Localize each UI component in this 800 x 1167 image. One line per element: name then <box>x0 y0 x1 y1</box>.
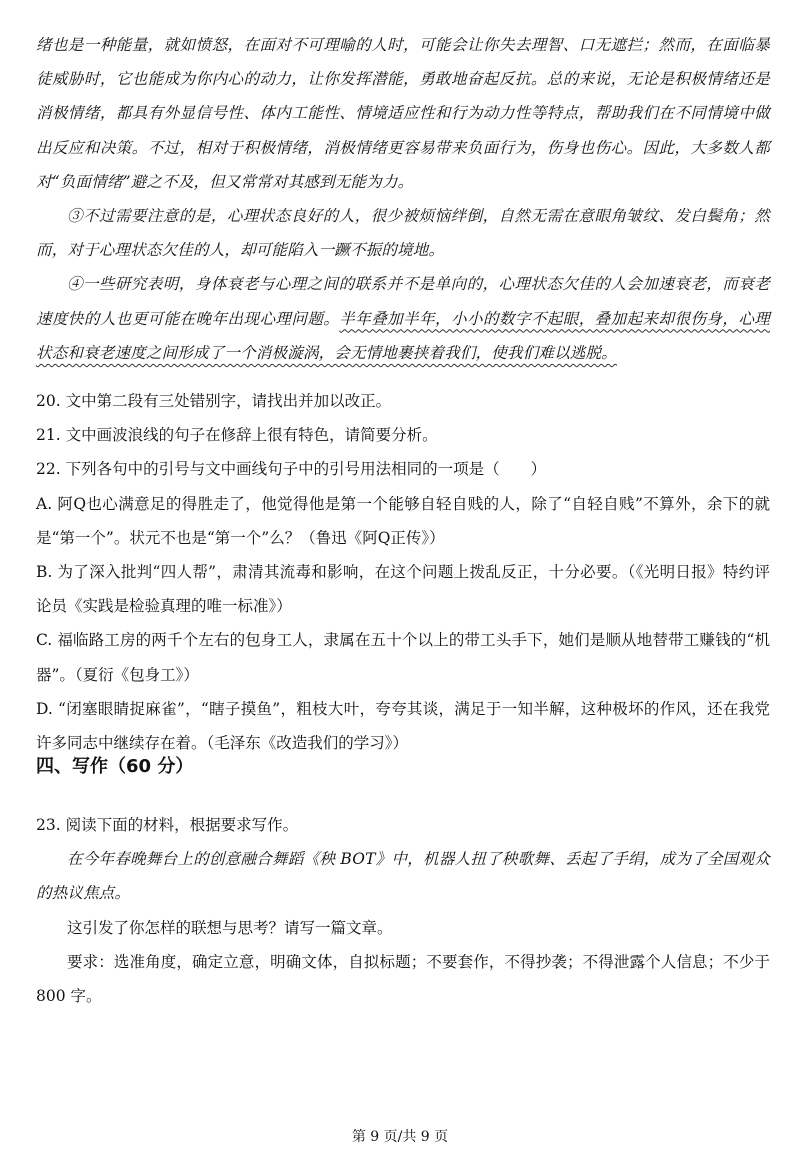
writing-requirements: 要求：选准角度，确定立意，明确文体，自拟标题；不要套作，不得抄袭；不得泄露个人信息；不少于 800 字。 <box>36 952 770 1006</box>
page-number: 第 9 页/共 9 页 <box>351 1129 449 1145</box>
passage-paragraph-3: ③不过需要注意的是，心理状态良好的人，很少被烦恼绊倒，自然无需在意眼角皱纹、发白鬓角；然而，对于心理状态欠佳的人，却可能陷入一蹶不振的境地。 <box>36 207 770 260</box>
passage-paragraph-4-text: ④一些研究表明，身体衰老与心理之间的联系并不是单向的，心理状态欠佳的人会加速衰老，而衰老速度快的人也更可能在晚年出现心理问题。 <box>36 275 770 328</box>
questions-section <box>36 384 770 760</box>
writing-material: 在今年春晚舞台上的创意融合舞蹈《秧 BOT》中，机器人扭了秧歌舞、丢起了手绢，成为了全国观众的热议焦点。 <box>36 850 770 903</box>
writing-prompt: 这引发了你怎样的联想与思考？请写一篇文章。 <box>67 918 393 937</box>
passage-paragraph-4 <box>36 267 770 370</box>
question-21: 21. 文中画波浪线的句子在修辞上很有特色，请简要分析。 <box>36 426 438 445</box>
option-b: B. 为了深入批判“四人帮”，肃清其流毒和影响，在这个问题上拨乱反正，十分必要。（《光明日报》特约评论员《实践是检验真理的唯一标准》） <box>36 563 770 616</box>
option-a: A. 阿Q也心满意足的得胜走了，他觉得他是第一个能够自轻自贱的人，除了“自轻自贱”不算外，余下的就是“第一个”。状元不也是“第一个”么？（鲁迅《阿Q正传》） <box>36 494 770 547</box>
passage-paragraph-continued: 绪也是一种能量，就如愤怒，在面对不可理喻的人时，可能会让你失去理智、口无遮拦；然而，在面临暴徒威胁时，它也能成为你内心的动力，让你发挥潜能，勇敢地奋起反抗。总的来说，无论是积极情绪还是消极情绪，都具有外显信号性、体内工能性、情境适应性和行为动力性等特点，帮助我们在不同情境中做出反应和决策。不过，相对于积极情绪，消极情绪更容易带来负面行为，伤身也伤心。因此，大多数人都对“负面情绪”避之不及，但又常常对其感到无能为力。 <box>36 36 770 191</box>
option-c: C. 福临路工房的两千个左右的包身工人，隶属在五十个以上的带工头手下，她们是顺从地替带工赚钱的“机器”。（夏衍《包身工》） <box>36 631 770 684</box>
question-22: 22. 下列各句中的引号与文中画线句子中的引号用法相同的一项是（ ） <box>36 460 547 479</box>
writing-section-heading: 四、写作（60 分） <box>36 756 194 777</box>
writing-section <box>36 808 770 1013</box>
question-20: 20. 文中第二段有三处错别字，请找出并加以改正。 <box>36 392 392 410</box>
reading-passage <box>36 28 770 370</box>
question-23: 23. 阅读下面的材料，根据要求写作。 <box>36 816 299 834</box>
wavy-underlined-sentence: 半年叠加半年，小小的数字不起眼，叠加起来却很伤身，心理状态和衰老速度之间形成了一个消极漩涡，会无情地裹挟着我们，使我们难以逃脱。 <box>36 309 770 362</box>
option-d: D. “闭塞眼睛捉麻雀”，“瞎子摸鱼”，粗枝大叶，夸夸其谈，满足于一知半解，这种极坏的作风，还在我党许多同志中继续存在着。（毛泽东《改造我们的学习》） <box>36 699 770 753</box>
